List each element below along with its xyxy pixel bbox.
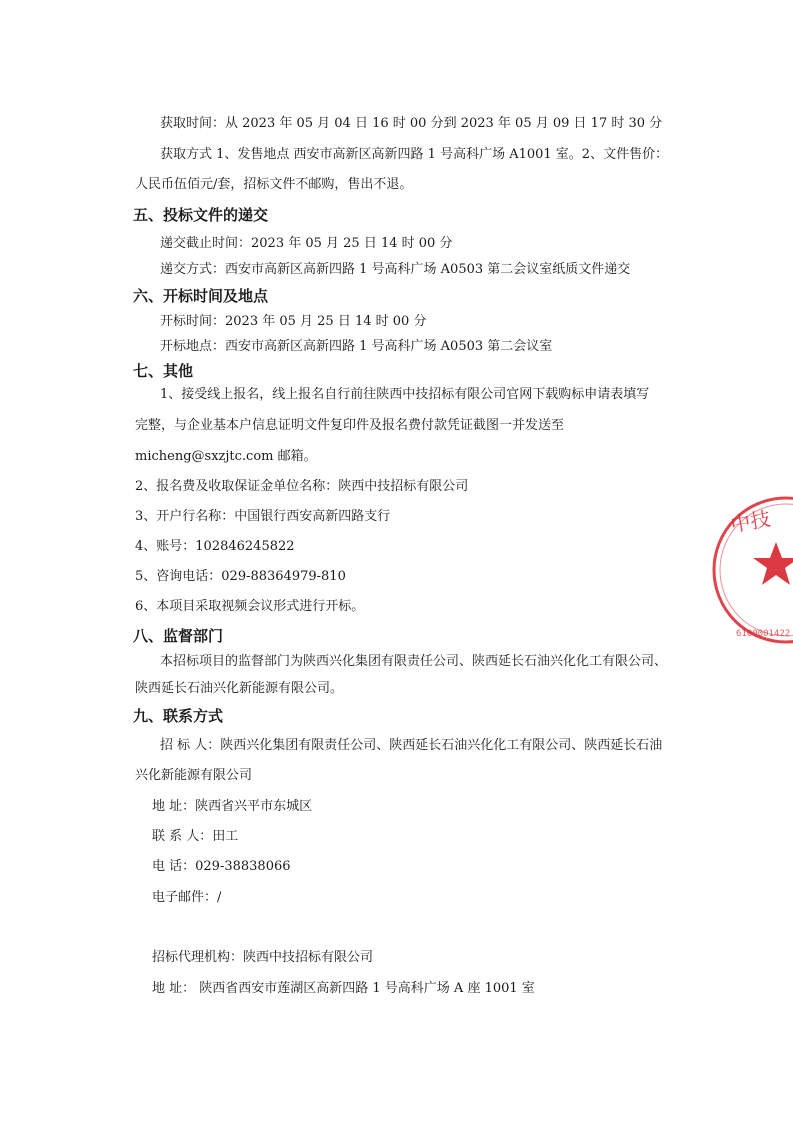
acquisition-method-line2: 人民币伍佰元/套，招标文件不邮购，售出不退。 xyxy=(135,177,413,192)
section5-method: 递交方式：西安市高新区高新四路 1 号高科广场 A0503 第二会议室纸质文件递交 xyxy=(160,262,631,277)
section8-line1: 本招标项目的监督部门为陕西兴化集团有限责任公司、陕西延长石油兴化化工有限公司、 xyxy=(160,654,668,669)
tenderer-line2: 兴化新能源有限公司 xyxy=(135,768,253,783)
section6-time: 开标时间：2023 年 05 月 25 日 14 时 00 分 xyxy=(160,314,427,329)
tenderer-contact: 联 系 人：田工 xyxy=(152,829,239,844)
agency-name: 招标代理机构：陕西中技招标有限公司 xyxy=(152,950,374,965)
section7-item4: 4、账号：102846245822 xyxy=(135,539,295,554)
section8-line2: 陕西延长石油兴化新能源有限公司。 xyxy=(135,681,344,696)
section7-item3: 3、开户行名称：中国银行西安高新四路支行 xyxy=(135,509,391,524)
section7-item1-line2: 完整，与企业基本户信息证明文件复印件及报名费付款凭证截图一并发送至 xyxy=(135,418,565,433)
section7-item1-line1: 1、接受线上报名，线上报名自行前往陕西中技招标有限公司官网下载购标申请表填写 xyxy=(160,387,650,402)
seal-star-icon xyxy=(753,542,793,585)
tenderer-email: 电子邮件：/ xyxy=(152,890,222,905)
tenderer-line1: 招 标 人：陕西兴化集团有限责任公司、陕西延长石油兴化化工有限公司、陕西延长石油 xyxy=(160,738,663,753)
section7-item1-line3: micheng@sxzjtc.com 邮箱。 xyxy=(135,449,317,464)
section6-heading: 六、开标时间及地点 xyxy=(133,287,269,305)
section9-heading: 九、联系方式 xyxy=(133,707,224,725)
section7-heading: 七、其他 xyxy=(133,362,194,380)
section5-heading: 五、投标文件的递交 xyxy=(133,206,269,224)
section7-item6: 6、本项目采取视频会议形式进行开标。 xyxy=(135,599,365,614)
company-seal-stamp xyxy=(706,490,793,650)
tenderer-phone: 电 话：029-38838066 xyxy=(152,859,291,874)
agency-address: 地 址： 陕西省西安市莲湖区高新四路 1 号高科广场 A 座 1001 室 xyxy=(152,981,535,996)
acquisition-method-line1: 获取方式 1、发售地点 西安市高新区高新四路 1 号高科广场 A1001 室。2、文件售价： xyxy=(160,147,669,162)
section7-item2: 2、报名费及收取保证金单位名称：陕西中技招标有限公司 xyxy=(135,479,469,494)
tenderer-address: 地 址：陕西省兴平市东城区 xyxy=(152,799,313,814)
section8-heading: 八、监督部门 xyxy=(133,627,224,645)
seal-number: 6100001422 xyxy=(736,629,791,639)
section7-item5: 5、咨询电话：029-88364979-810 xyxy=(135,569,346,584)
section6-place: 开标地点：西安市高新区高新四路 1 号高科广场 A0503 第二会议室 xyxy=(160,339,553,354)
section5-deadline: 递交截止时间：2023 年 05 月 25 日 14 时 00 分 xyxy=(160,236,453,251)
acquisition-time: 获取时间：从 2023 年 05 月 04 日 16 时 00 分到 2023 年 05 月 09 日 17 时 30 分 xyxy=(160,116,663,131)
seal-text: 中技 xyxy=(728,506,773,537)
